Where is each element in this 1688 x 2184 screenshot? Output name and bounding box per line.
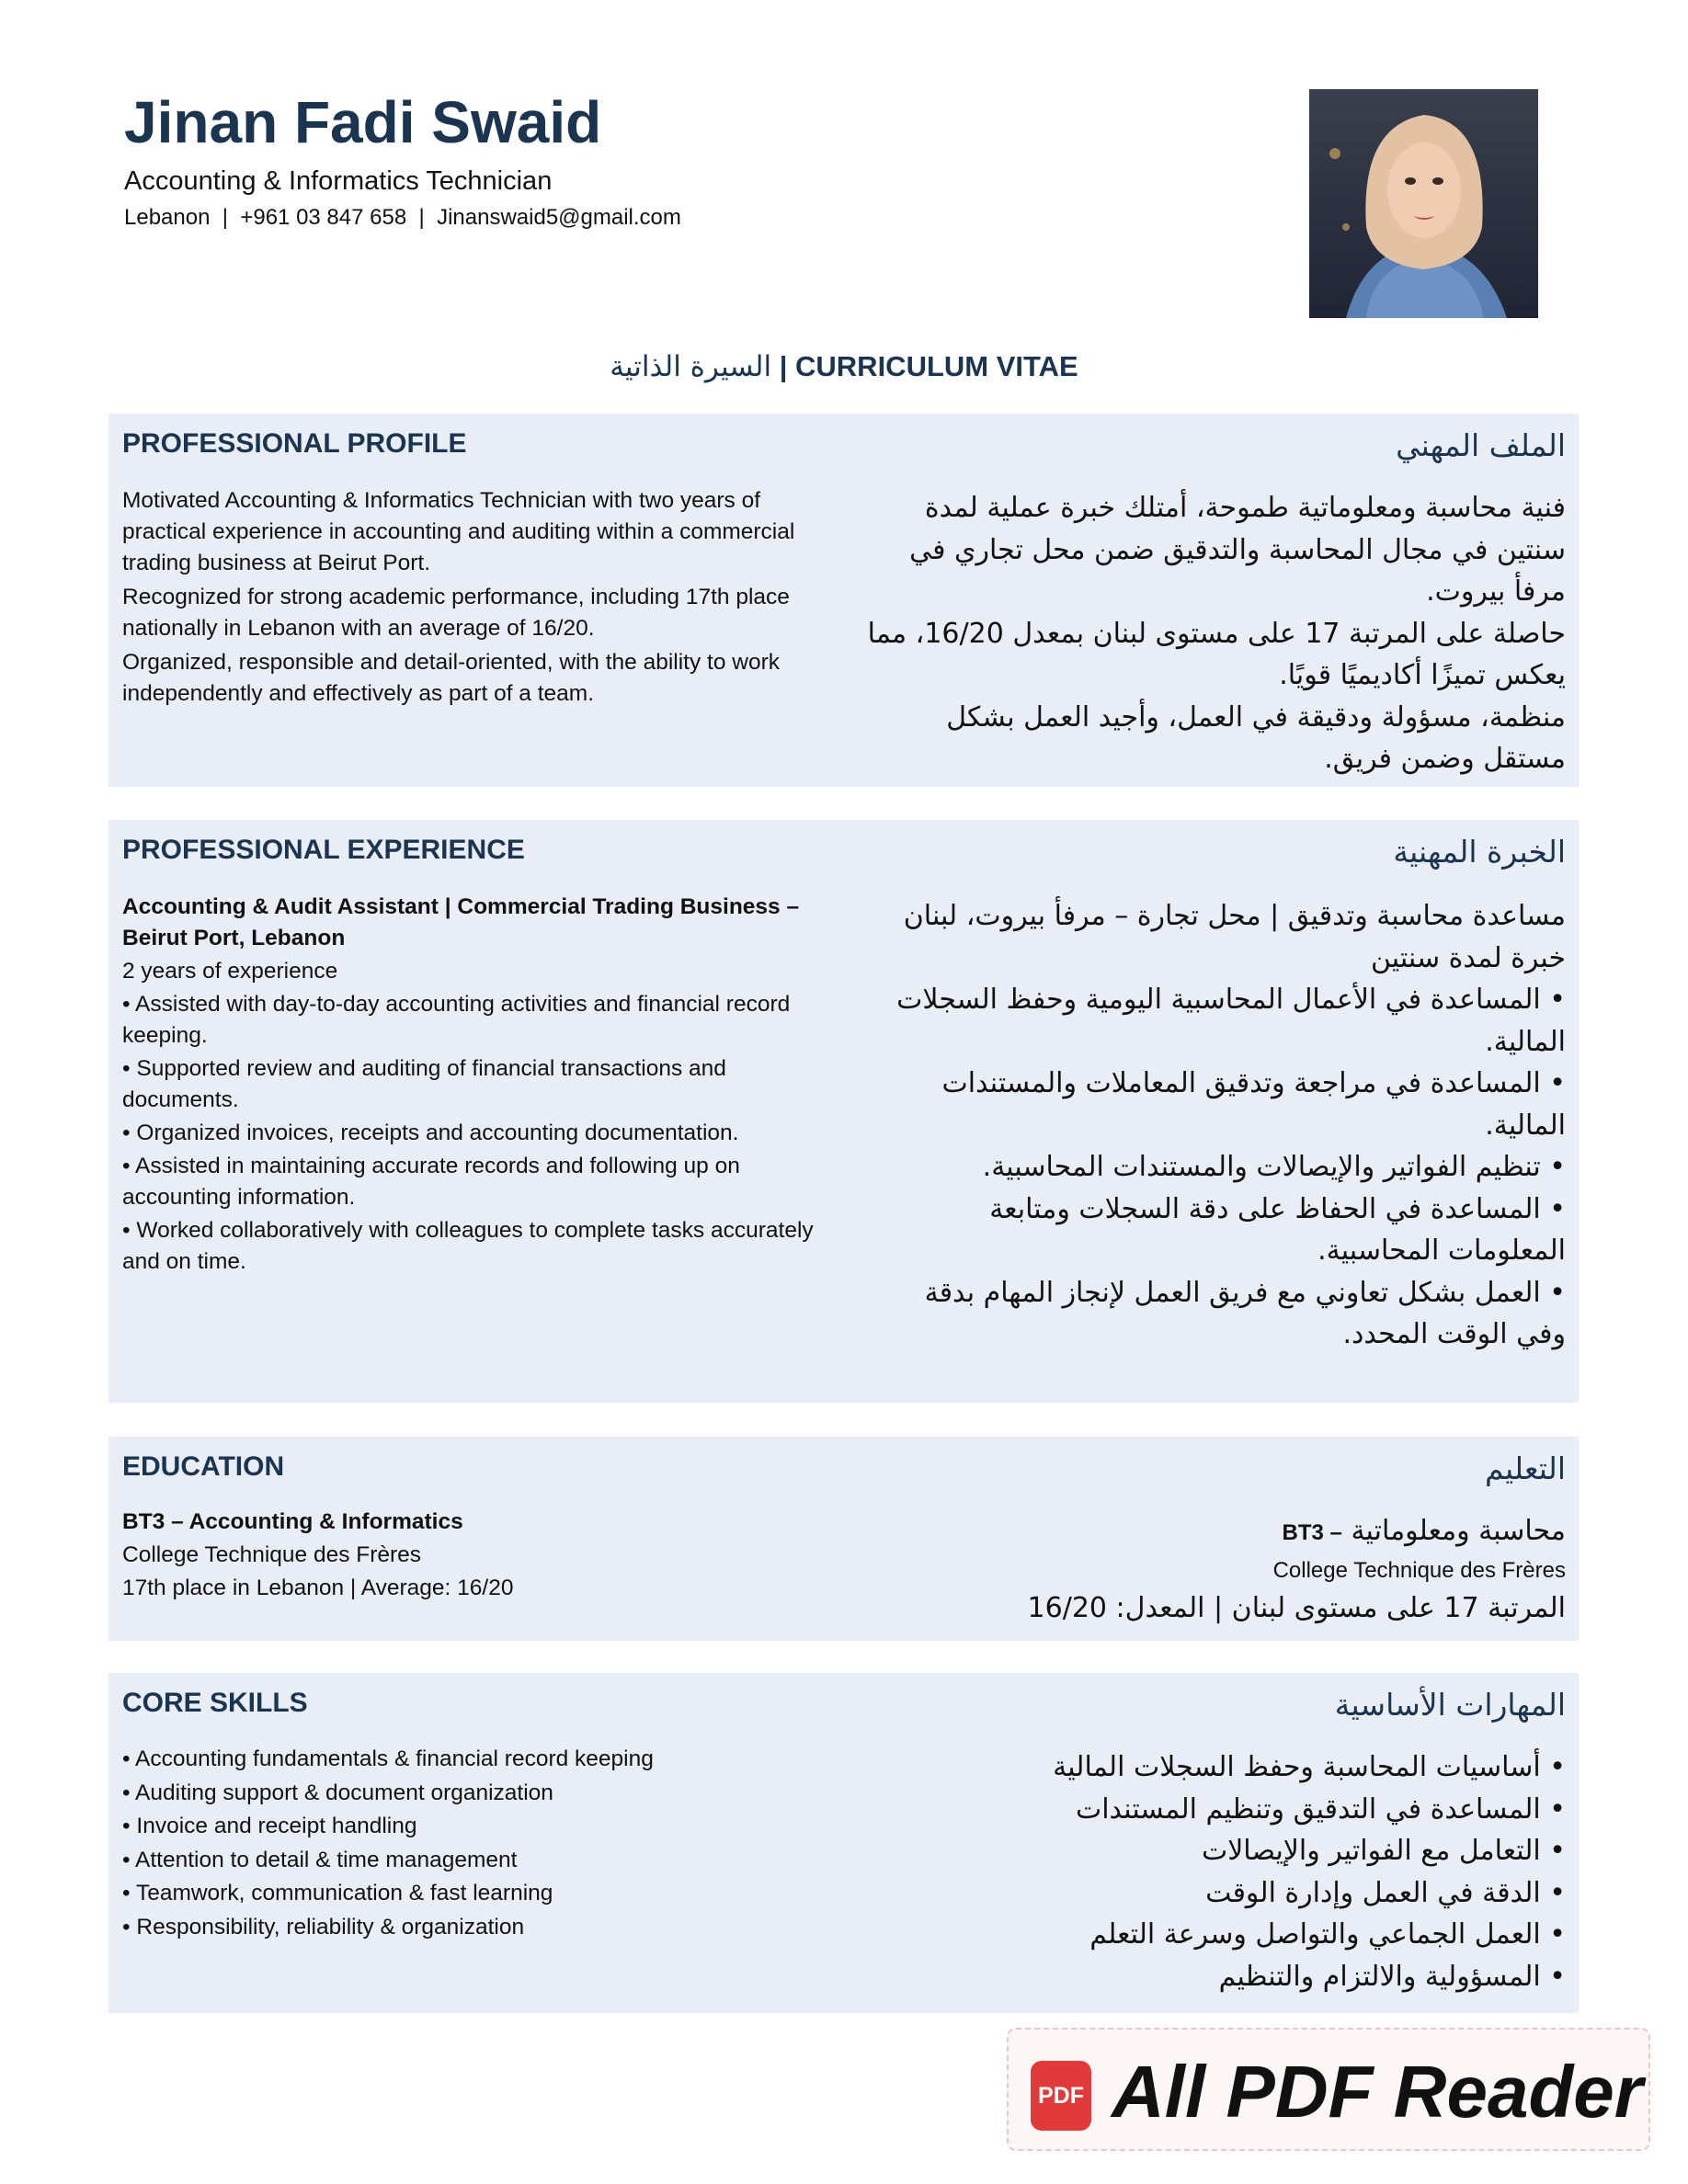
job-bullet-ar: • المساعدة في مراجعة وتدقيق المعاملات والمستندات المالية. bbox=[941, 1067, 1566, 1142]
job-bullet-ar: • المساعدة في الأعمال المحاسبية اليومية وحفظ السجلات المالية. bbox=[896, 984, 1566, 1058]
degree-ar-line bbox=[867, 1510, 1566, 1554]
profile-title-en: PROFESSIONAL PROFILE bbox=[122, 428, 467, 459]
experience-title-ar: الخبرة المهنية bbox=[1393, 834, 1566, 870]
candidate-name: Jinan Fadi Swaid bbox=[124, 89, 602, 155]
skill-item-ar: • التعامل مع الفواتير والإيصالات bbox=[1201, 1835, 1566, 1867]
experience-title-en: PROFESSIONAL EXPERIENCE bbox=[122, 835, 525, 865]
profile-paragraph-ar: فنية محاسبة ومعلوماتية طموحة، أمتلك خبرة عملية لمدة سنتين في مجال المحاسبة والتدقيق ضمن محل تجاري في مرفأ بيروت. bbox=[909, 492, 1566, 608]
job-duration-ar: خبرة لمدة سنتين bbox=[1370, 941, 1566, 974]
job-title-ar: مساعدة محاسبة وتدقيق | محل تجارة – مرفأ بيروت، لبنان bbox=[903, 900, 1566, 932]
skills-section bbox=[108, 1673, 1579, 2013]
resume-header bbox=[124, 87, 1227, 233]
skills-title-en: CORE SKILLS bbox=[122, 1688, 308, 1718]
education-title-ar: التعليم bbox=[1485, 1450, 1566, 1486]
degree-ar: محاسبة ومعلوماتية bbox=[1351, 1515, 1566, 1547]
degree-ar-prefix: BT3 – bbox=[1282, 1520, 1342, 1545]
profile-paragraph: Motivated Accounting & Informatics Technician with two years of practical experience in accounting and auditing within a commercial trading business at Beirut Port. bbox=[122, 488, 795, 575]
profile-paragraph-ar: منظمة، مسؤولة ودقيقة في العمل، وأجيد العمل بشكل مستقل وضمن فريق. bbox=[946, 700, 1566, 775]
education-section bbox=[108, 1437, 1579, 1641]
profile-section bbox=[108, 414, 1579, 787]
skill-item: • Invoice and receipt handling bbox=[122, 1814, 417, 1838]
job-title: Accounting & Audit Assistant | Commercial Trading Business – Beirut Port, Lebanon bbox=[122, 894, 800, 950]
profile-title-ar: الملف المهني bbox=[1396, 427, 1566, 463]
education-text-ar bbox=[867, 1510, 1566, 1629]
job-bullet-ar: • المساعدة في الحفاظ على دقة السجلات ومتابعة المعلومات المحاسبية. bbox=[989, 1192, 1566, 1267]
school-ar: College Technique des Frères bbox=[1272, 1557, 1566, 1583]
rank-ar: المرتبة 17 على مستوى لبنان | المعدل: 16/20 bbox=[1027, 1591, 1566, 1624]
skill-item-ar: • العمل الجماعي والتواصل وسرعة التعلم bbox=[1089, 1918, 1566, 1951]
experience-text-en bbox=[122, 892, 849, 1278]
app-watermark bbox=[1007, 2028, 1650, 2151]
job-bullet: • Assisted in maintaining accurate records and following up on accounting information. bbox=[122, 1154, 740, 1210]
skill-item: • Accounting fundamentals & financial record keeping bbox=[122, 1746, 654, 1771]
cv-title-english: CURRICULUM VITAE bbox=[795, 350, 1078, 382]
job-bullet: • Supported review and auditing of financial transactions and documents. bbox=[122, 1056, 726, 1112]
profile-photo bbox=[1309, 89, 1538, 318]
profile-paragraph: Organized, responsible and detail-oriented, with the ability to work independently and effectively as part of a team. bbox=[122, 650, 780, 706]
skill-item-ar: • الدقة في العمل وإدارة الوقت bbox=[1205, 1876, 1566, 1909]
candidate-role: Accounting & Informatics Technician bbox=[124, 166, 553, 196]
skills-list-ar bbox=[867, 1746, 1566, 1997]
job-bullet: • Worked collaboratively with colleagues to complete tasks accurately and on time. bbox=[122, 1218, 814, 1274]
school: College Technique des Frères bbox=[122, 1542, 422, 1567]
job-duration: 2 years of experience bbox=[122, 959, 338, 984]
cv-title bbox=[0, 347, 1688, 386]
skill-item-ar: • المساعدة في التدقيق وتنظيم المستندات bbox=[1075, 1792, 1566, 1826]
skills-list-en bbox=[122, 1743, 849, 1944]
job-bullet: • Organized invoices, receipts and accounting documentation. bbox=[122, 1120, 739, 1145]
skill-item: • Attention to detail & time management bbox=[122, 1847, 518, 1872]
cv-title-separator: | bbox=[771, 350, 796, 382]
degree: BT3 – Accounting & Informatics bbox=[122, 1509, 463, 1534]
experience-text-ar bbox=[867, 895, 1566, 1356]
job-bullet-ar: • تنظيم الفواتير والإيصالات والمستندات المحاسبية. bbox=[982, 1151, 1566, 1183]
skill-item: • Teamwork, communication & fast learning bbox=[122, 1881, 553, 1905]
skill-item: • Auditing support & document organization bbox=[122, 1780, 553, 1805]
skill-item-ar: • أساسيات المحاسبة وحفظ السجلات المالية bbox=[1053, 1751, 1566, 1783]
profile-paragraph: Recognized for strong academic performance, including 17th place nationally in Lebanon with an average of 16/20. bbox=[122, 585, 790, 641]
job-bullet: • Assisted with day-to-day accounting activities and financial record keeping. bbox=[122, 992, 791, 1048]
skills-title-ar: المهارات الأساسية bbox=[1334, 1687, 1566, 1723]
education-title-en: EDUCATION bbox=[122, 1451, 285, 1482]
skill-item-ar: • المسؤولية والالتزام والتنظيم bbox=[1218, 1960, 1566, 1993]
contact-info: Lebanon | +961 03 847 658 | Jinanswaid5@gmail.com bbox=[124, 205, 681, 230]
profile-paragraph-ar: حاصلة على المرتبة 17 على مستوى لبنان بمعدل 16/20، مما يعكس تميزًا أكاديميًا قويًا. bbox=[867, 617, 1566, 691]
experience-section bbox=[108, 820, 1579, 1403]
job-bullet-ar: • العمل بشكل تعاوني مع فريق العمل لإنجاز المهام بدقة وفي الوقت المحدد. bbox=[924, 1276, 1566, 1350]
skill-item: • Responsibility, reliability & organization bbox=[122, 1914, 525, 1939]
education-text-en bbox=[122, 1507, 849, 1604]
pdf-logo-icon: PDF bbox=[1031, 2061, 1091, 2131]
cv-title-arabic: السيرة الذاتية bbox=[610, 350, 772, 383]
watermark-text: All PDF Reader bbox=[1112, 2051, 1643, 2133]
rank: 17th place in Lebanon | Average: 16/20 bbox=[122, 1575, 514, 1600]
profile-text-ar bbox=[867, 487, 1566, 780]
profile-text-en bbox=[122, 485, 849, 712]
